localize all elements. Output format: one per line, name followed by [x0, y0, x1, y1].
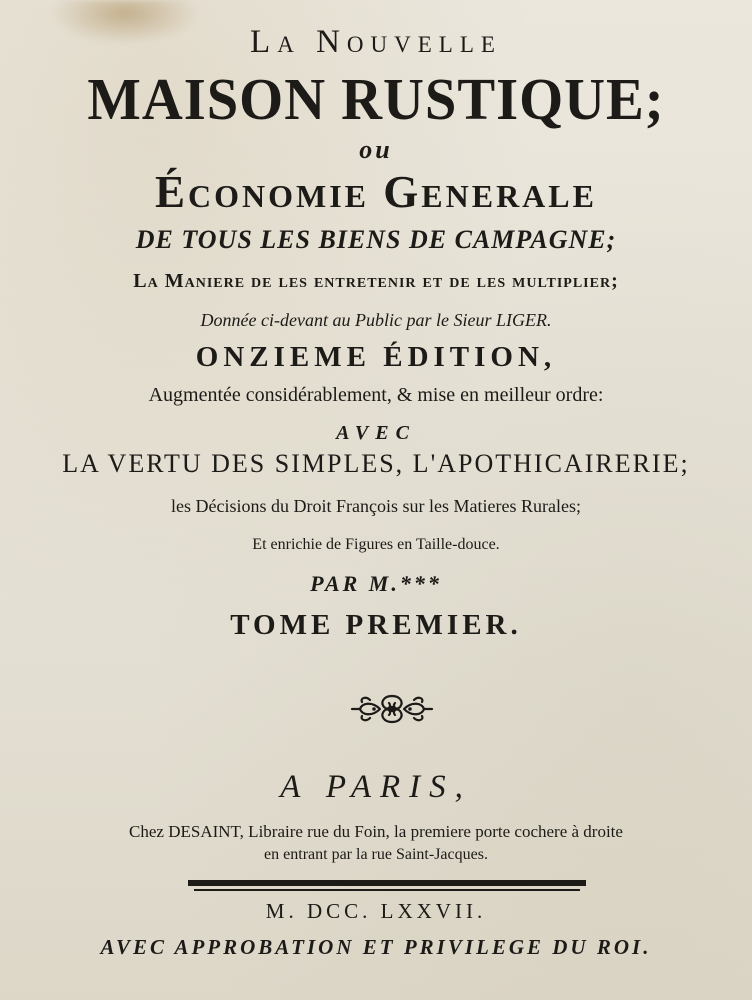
- main-title: MAISON RUSTIQUE;: [87, 66, 665, 132]
- contents-decisions: les Décisions du Droit François sur les Matieres Rurales;: [171, 496, 581, 516]
- imprint-publisher: Chez DESAINT, Libraire rue du Foin, la premiere porte cochere à droite: [129, 822, 623, 841]
- contents-figures: Et enrichie de Figures en Taille-douce.: [252, 536, 500, 553]
- royal-privilege: AVEC APPROBATION ET PRIVILEGE DU ROI.: [100, 935, 652, 959]
- imprint-city: A PARIS,: [280, 769, 472, 805]
- avec-heading: AVEC: [336, 422, 416, 444]
- volume-label: TOME PREMIER.: [230, 609, 522, 641]
- imprint-address: en entrant par la rue Saint-Jacques.: [264, 846, 488, 863]
- imprint-date: M. DCC. LXXVII.: [265, 899, 487, 923]
- author-credit: Donnée ci-devant au Public par le Sieur LIGER.: [200, 310, 552, 330]
- title-line-la-nouvelle: La Nouvelle: [250, 24, 502, 60]
- fleuron-ornament-icon: [350, 690, 434, 728]
- subtitle-economie: Économie Generale: [155, 167, 597, 217]
- divider-rule-thin: [194, 889, 580, 891]
- divider-rule-thick: [188, 880, 586, 886]
- contents-vertu: LA VERTU DES SIMPLES, L'APOTHICAIRERIE;: [62, 449, 690, 478]
- author-anonymous: PAR M.***: [310, 571, 442, 596]
- edition-statement: ONZIEME ÉDITION,: [195, 341, 557, 373]
- subtitle-biens: DE TOUS LES BIENS DE CAMPAGNE;: [135, 225, 617, 254]
- title-connector-ou: ou: [359, 135, 393, 164]
- subtitle-maniere: La Maniere de les entretenir et de les multiplier;: [133, 270, 619, 292]
- edition-note: Augmentée considérablement, & mise en meilleur ordre:: [148, 384, 604, 406]
